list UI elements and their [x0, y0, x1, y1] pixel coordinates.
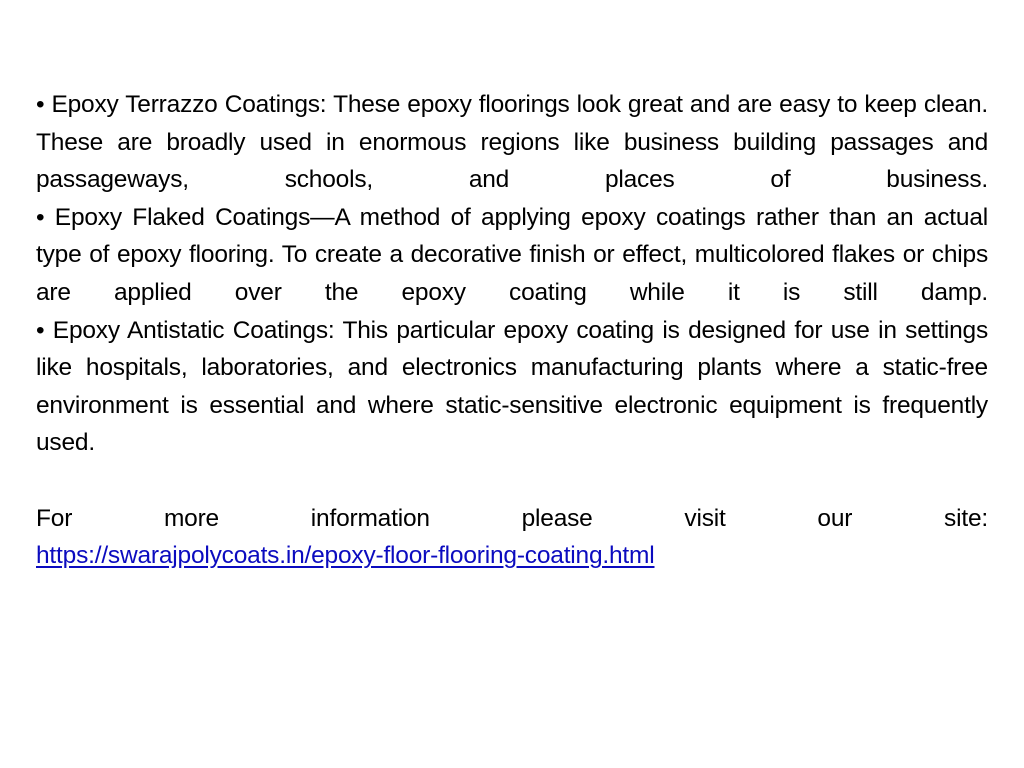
site-link[interactable]: https://swarajpolycoats.in/epoxy-floor-flooring-coating.html	[36, 542, 655, 570]
bullet-epoxy-antistatic: • Epoxy Antistatic Coatings: This particular epoxy coating is designed for use in settings like hospitals, laboratories, and electronics manufacturing plants where a static-free environment is essential and where static-sensitive electronic equipment is frequently used.	[36, 316, 988, 457]
bullet-epoxy-flaked: • Epoxy Flaked Coatings—A method of applying epoxy coatings rather than an actual type of epoxy flooring. To create a decorative finish or effect, multicolored flakes or chips are applied over the epoxy coating while it is still damp.	[36, 203, 988, 306]
slide-body	[36, 86, 988, 575]
spacer	[36, 462, 988, 500]
more-info-prompt: For more information please visit our site:	[36, 504, 988, 532]
site-link-line	[36, 537, 988, 575]
bullet-epoxy-terrazzo: • Epoxy Terrazzo Coatings: These epoxy floorings look great and are easy to keep clean. These are broadly used in enormous regions like business building passages and passageways, schools, and places of business.	[36, 91, 988, 194]
